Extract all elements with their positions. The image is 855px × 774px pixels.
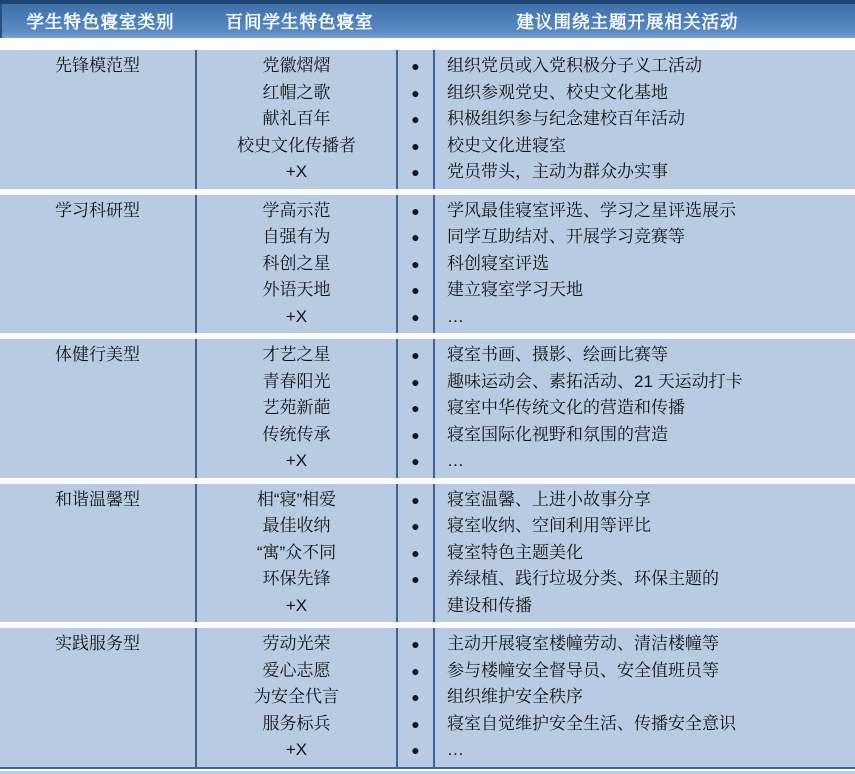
bullet-icon: ● (411, 202, 420, 219)
dorm-list (197, 50, 398, 189)
dorm-list (197, 339, 398, 478)
activity-text: 组织党员或入党积极分子义工活动 (447, 56, 702, 75)
dorm-name: +X (285, 740, 308, 759)
dorm-name: +X (285, 451, 308, 470)
category-label: 先锋模范型 (55, 56, 140, 75)
activity-list (435, 628, 855, 767)
dorm-name: 学高示范 (262, 200, 331, 220)
activity-list (435, 339, 855, 478)
bullet-icon: ● (411, 84, 420, 101)
activity-text: 寝室收纳、空间利用等评比 (447, 516, 651, 535)
bullet-icon: ● (411, 571, 420, 587)
bullet-icon: ● (411, 347, 420, 363)
activity-text: 寝室温馨、上进小故事分享 (447, 489, 651, 509)
activity-text: 校史文化进寝室 (447, 135, 566, 155)
dorm-name: 外语天地 (262, 280, 331, 299)
dorm-name: 献礼百年 (262, 109, 331, 128)
bullet-icon: ● (411, 400, 420, 416)
bullet-icon: ● (411, 229, 420, 245)
bullet-icon: ● (411, 544, 420, 561)
bullet-icon: ● (411, 426, 420, 443)
activity-text: 寝室国际化视野和氛围的营造 (447, 424, 668, 444)
activity-text: 组织维护安全秩序 (447, 687, 583, 706)
dorm-name: 党徽熠熠 (262, 56, 331, 75)
activity-text: 寝室书画、摄影、绘画比赛等 (447, 345, 668, 364)
category-cell (0, 339, 197, 478)
bullet-icon: ● (411, 662, 420, 679)
dorm-name: 才艺之星 (262, 345, 331, 364)
dorm-name: +X (285, 595, 308, 615)
bullet-icon: ● (411, 282, 420, 298)
activity-text: … (447, 451, 464, 470)
activity-text: 学风最佳寝室评选、学习之星评选展示 (447, 200, 736, 220)
dorm-name: 传统传承 (262, 424, 331, 444)
bullet-icon: ● (411, 742, 420, 758)
activity-text: 建立寝室学习天地 (447, 280, 583, 299)
category-label: 学习科研型 (55, 200, 140, 220)
dorm-list (197, 628, 398, 767)
bullet-icon: ● (411, 373, 420, 390)
bullet-column (398, 628, 435, 767)
activity-text: 寝室特色主题美化 (447, 542, 583, 562)
dorm-name: 劳动光荣 (262, 634, 331, 653)
dorm-name: 环保先锋 (262, 569, 331, 588)
activity-text: 参与楼幢安全督导员、安全值班员等 (447, 660, 719, 680)
bullet-icon: ● (411, 715, 420, 732)
dorm-name: 校史文化传播者 (237, 135, 356, 155)
category-cell (0, 628, 197, 767)
header-cell-dorms: 百间学生特色寝室 (225, 11, 374, 32)
table-row (0, 339, 855, 484)
table-row (0, 50, 855, 195)
bullet-column (398, 339, 435, 478)
dorm-name: +X (285, 162, 308, 181)
activity-text: 建设和传播 (447, 595, 532, 615)
activity-text: 趣味运动会、素拓活动、21 天运动打卡 (447, 371, 743, 391)
bullet-icon: ● (411, 689, 420, 705)
dorm-name: +X (285, 306, 308, 326)
category-label: 体健行美型 (55, 345, 140, 364)
category-cell (0, 484, 197, 623)
dorm-name: 相“寝”相爱 (256, 489, 337, 509)
dorm-name: 爱心志愿 (262, 660, 331, 680)
bullet-icon: ● (411, 453, 420, 469)
activity-list (435, 484, 855, 623)
dorm-name: 科创之星 (262, 253, 331, 273)
bullet-column (398, 195, 435, 334)
table-row (0, 628, 855, 769)
category-label: 和谐温馨型 (55, 489, 140, 509)
category-cell (0, 195, 197, 334)
bullet-icon: ● (411, 308, 420, 325)
bullet-icon: ● (411, 164, 420, 180)
bullet-column (398, 50, 435, 189)
header-cell-activities: 建议围绕主题开展相关活动 (516, 11, 739, 32)
dorm-list (197, 484, 398, 623)
dorm-name: 红帽之歌 (262, 82, 331, 102)
bullet-icon: ● (411, 491, 420, 508)
bullet-icon: ● (411, 518, 420, 534)
table-body (0, 50, 855, 771)
dorm-name: 青春阳光 (262, 371, 331, 391)
activity-list (435, 50, 855, 189)
table-row (0, 195, 855, 340)
activity-text: 主动开展寝室楼幢劳动、清洁楼幢等 (447, 634, 719, 653)
activity-text: 寝室中华传统文化的营造和传播 (447, 398, 685, 417)
dorm-name: 自强有为 (262, 227, 331, 246)
activity-text: 科创寝室评选 (447, 253, 549, 273)
bullet-icon: ● (411, 255, 420, 272)
activity-list (435, 195, 855, 334)
table-row (0, 484, 855, 629)
activity-text: 养绿植、践行垃圾分类、环保主题的 (447, 569, 719, 588)
activity-text: 寝室自觉维护安全生活、传播安全意识 (447, 713, 736, 733)
activity-text: 党员带头，主动为群众办实事 (447, 162, 668, 181)
table-header-row (0, 4, 855, 38)
dorm-name: “寓”众不同 (256, 542, 337, 562)
category-label: 实践服务型 (55, 634, 140, 653)
activity-text: 组织参观党史、校史文化基地 (447, 82, 668, 102)
dorm-name: 艺苑新葩 (262, 398, 331, 417)
dorm-name: 最佳收纳 (262, 516, 331, 535)
activity-text: 积极组织参与纪念建校百年活动 (447, 109, 685, 128)
header-cell-category: 学生特色寝室类别 (26, 11, 175, 32)
bullet-column (398, 484, 435, 623)
activity-text: … (447, 740, 464, 759)
header-separator-band (0, 38, 855, 50)
bullet-icon: ● (411, 111, 420, 127)
dorm-name: 服务标兵 (262, 713, 331, 733)
bullet-icon: ● (411, 137, 420, 154)
bullet-icon: ● (411, 58, 420, 74)
category-cell (0, 50, 197, 189)
dorm-list (197, 195, 398, 334)
bullet-icon: ● (411, 636, 420, 652)
dorm-name: 为安全代言 (254, 687, 339, 706)
activity-text: … (447, 306, 464, 326)
activity-text: 同学互助结对、开展学习竞赛等 (447, 227, 685, 246)
